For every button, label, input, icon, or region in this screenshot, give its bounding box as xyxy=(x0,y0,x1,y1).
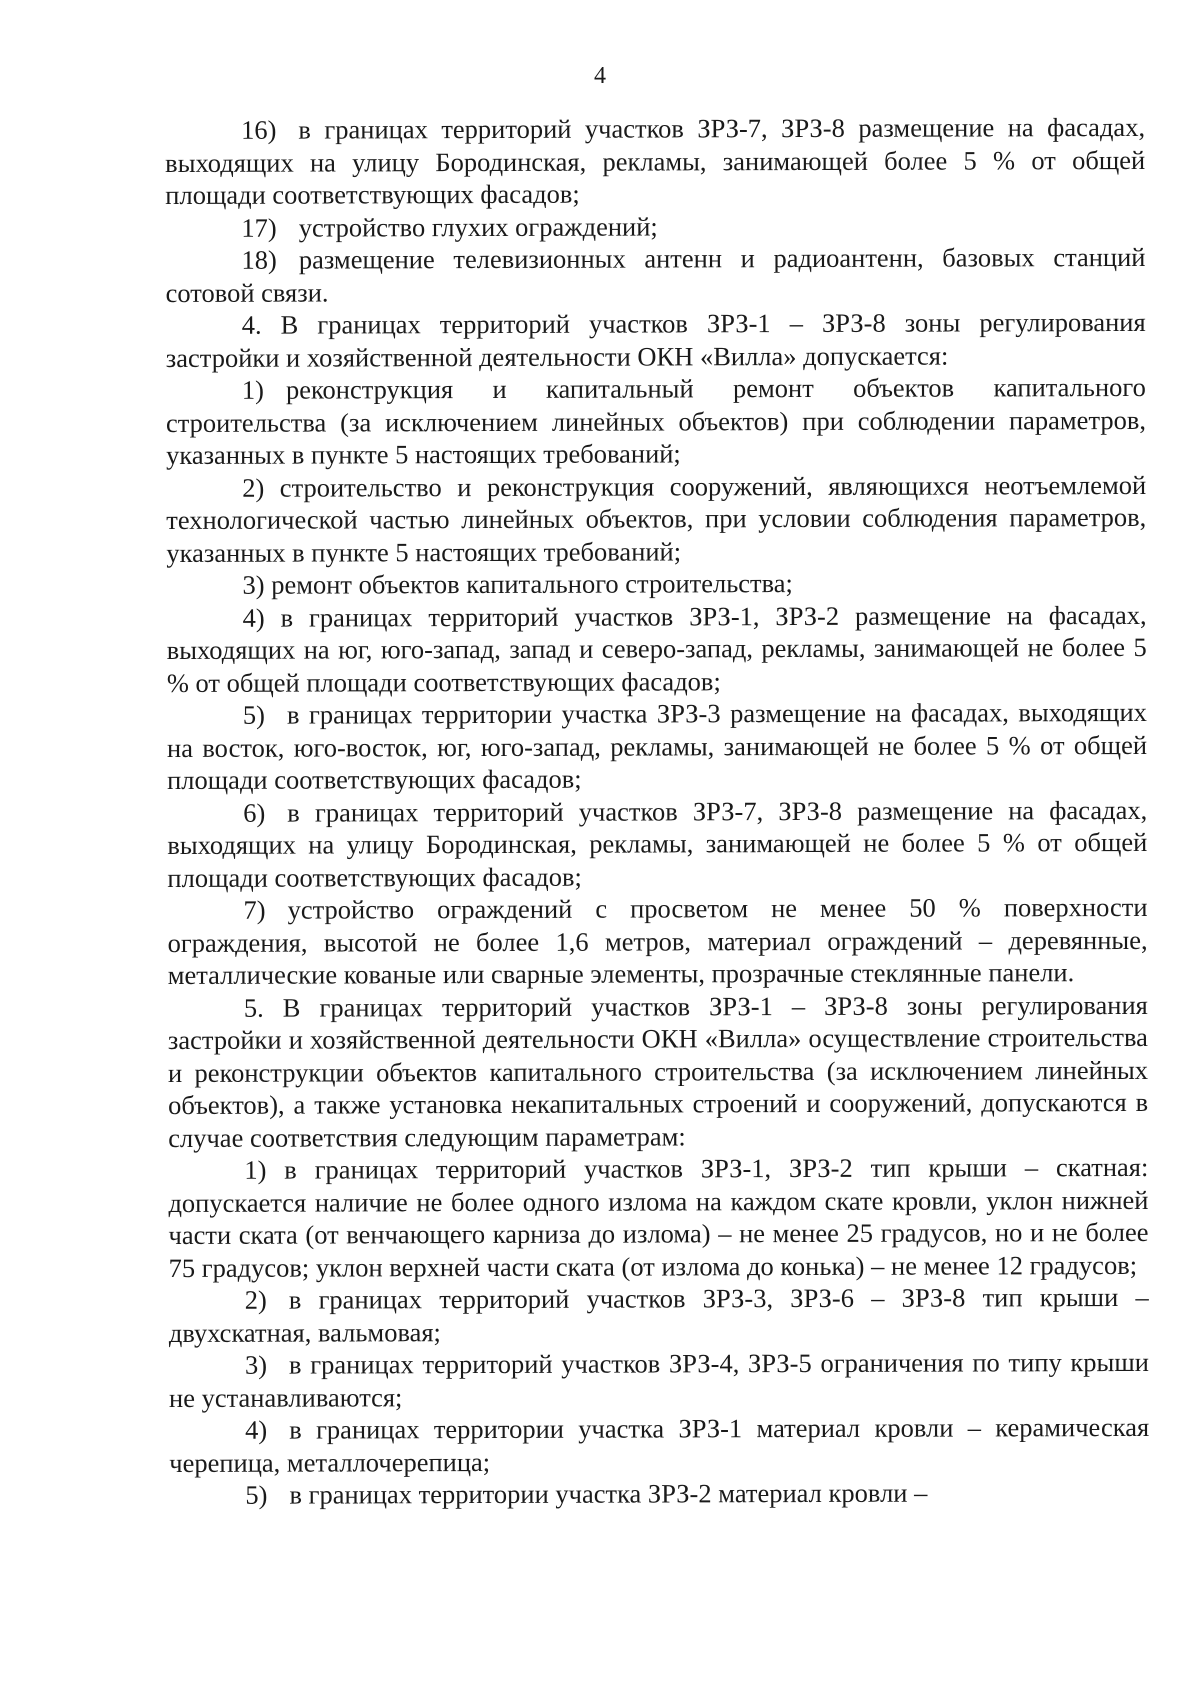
paragraph-text: в границах территорий участков ЗРЗ-3, ЗРЗ-6 – ЗРЗ-8 тип крыши – двухскатная, вальмовая; xyxy=(168,1281,1149,1348)
paragraph-number: 4) xyxy=(245,1414,268,1445)
paragraph-text: 2) строительство и реконструкция сооружений, являющихся неотъемлемой технологической частью линейных объектов, при условии соблюдения параметров, указанных в пункте 5 настоящих требований; xyxy=(166,469,1147,568)
paragraph-text: размещение телевизионных антенн и радиоантенн, базовых станций сотовой связи. xyxy=(165,241,1146,308)
paragraph-text: в границах территорий участков ЗРЗ-7, ЗРЗ-8 размещение на фасадах, выходящих на улицу Бородинская, рекламы, занимающей не более 5 % от общей площади соответствующих фасадов; xyxy=(167,794,1148,893)
document-body xyxy=(165,111,1149,1512)
section-4-intro xyxy=(166,306,1146,374)
paragraph-17 xyxy=(165,208,1145,244)
paragraph-number: 17) xyxy=(241,212,277,243)
section-4-item-6 xyxy=(167,793,1147,894)
paragraph-number: 6) xyxy=(243,797,266,828)
section-4-item-5 xyxy=(167,696,1147,797)
section-4-item-1 xyxy=(166,371,1146,472)
page-number: 4 xyxy=(594,63,606,89)
paragraph-text: в границах территории участка ЗРЗ-1 материал кровли – керамическая черепица, металлочерепица; xyxy=(169,1411,1150,1478)
paragraph-number: 7) xyxy=(243,894,266,925)
section-4-item-7 xyxy=(167,891,1147,992)
paragraph-text: устройство глухих ограждений; xyxy=(298,210,658,243)
section-5-intro xyxy=(168,988,1149,1154)
paragraph-text: 4) в границах территорий участков ЗРЗ-1, ЗРЗ-2 размещение на фасадах, выходящих на юг, юго-запад, запад и северо-запад, рекламы, занимающей не более 5 % от общей площади соответствующих фасадов; xyxy=(166,599,1147,698)
section-5-item-5 xyxy=(169,1476,1149,1512)
paragraph-number: 5) xyxy=(242,699,266,730)
paragraph-text: в границах территорий участков ЗРЗ-7, ЗРЗ-8 размещение на фасадах, выходящих на улицу Бородинская, рекламы, занимающей более 5 % от общей площади соответствующих фасадов; xyxy=(165,111,1146,210)
section-5-item-4 xyxy=(169,1411,1149,1479)
paragraph-text: в границах территорий участков ЗРЗ-4, ЗРЗ-5 ограничения по типу крыши не устанавливаются; xyxy=(168,1346,1149,1413)
section-5-item-3 xyxy=(169,1346,1149,1414)
section-4-item-4 xyxy=(167,598,1147,699)
section-5-item-2 xyxy=(169,1281,1149,1349)
paragraph-number: 3) xyxy=(244,1349,268,1380)
paragraph-text: в границах территории участка ЗРЗ-3 размещение на фасадах, выходящих на восток, юго-восток, юг, юго-запад, рекламы, занимающей не более 5 % от общей площади соответствующих фасадов; xyxy=(166,696,1148,795)
paragraph-text: в границах территории участка ЗРЗ-2 материал кровли – xyxy=(289,1477,928,1510)
paragraph-number: 18) xyxy=(241,244,277,275)
paragraph-text: 1) в границах территорий участков ЗРЗ-1, ЗРЗ-2 тип крыши – скатная: допускается наличие не более одного излома на каждом скате кровли, уклон нижней части ската (от венчающего карниза до излома) – не менее 25 градусов, но и не более 75 градусов; уклон верхней части ската (от излома до конька) – не менее 12 градусов; xyxy=(168,1151,1149,1283)
section-4-item-3 xyxy=(166,566,1146,602)
paragraph-text: устройство ограждений с просветом не менее 50 % поверхности ограждения, высотой не более 1,6 метров, материал ограждений – деревянные, металлические кованые или сварные элементы, прозрачные стеклянные панели. xyxy=(167,891,1148,990)
paragraph-18 xyxy=(165,241,1145,309)
paragraph-text: реконструкция и капитальный ремонт объектов капитального строительства (за исключением линейных объектов) при соблюдении параметров, указанных в пункте 5 настоящих требований; xyxy=(165,371,1147,470)
paragraph-text: 5. В границах территорий участков ЗРЗ-1 – ЗРЗ-8 зоны регулирования застройки и хозяйственной деятельности ОКН «Вилла» осуществление строительства и реконструкции объектов капитального строительства (за исключением линейных объектов), а также установка некапитальных строений и сооружений, допускаются в случае соответствия следующим параметрам: xyxy=(167,989,1149,1153)
section-5-item-1 xyxy=(168,1151,1148,1284)
paragraph-text: 4. В границах территорий участков ЗРЗ-1 – ЗРЗ-8 зоны регулирования застройки и хозяйственной деятельности ОКН «Вилла» допускается: xyxy=(165,306,1146,373)
section-4-item-2 xyxy=(166,468,1146,569)
paragraph-number: 16) xyxy=(241,114,277,145)
paragraph-number: 2) xyxy=(244,1284,267,1315)
paragraph-16 xyxy=(165,111,1145,212)
paragraph-text: 3) ремонт объектов капитального строительства; xyxy=(242,568,793,600)
paragraph-number: 1) xyxy=(241,374,264,405)
paragraph-number: 5) xyxy=(245,1479,268,1510)
